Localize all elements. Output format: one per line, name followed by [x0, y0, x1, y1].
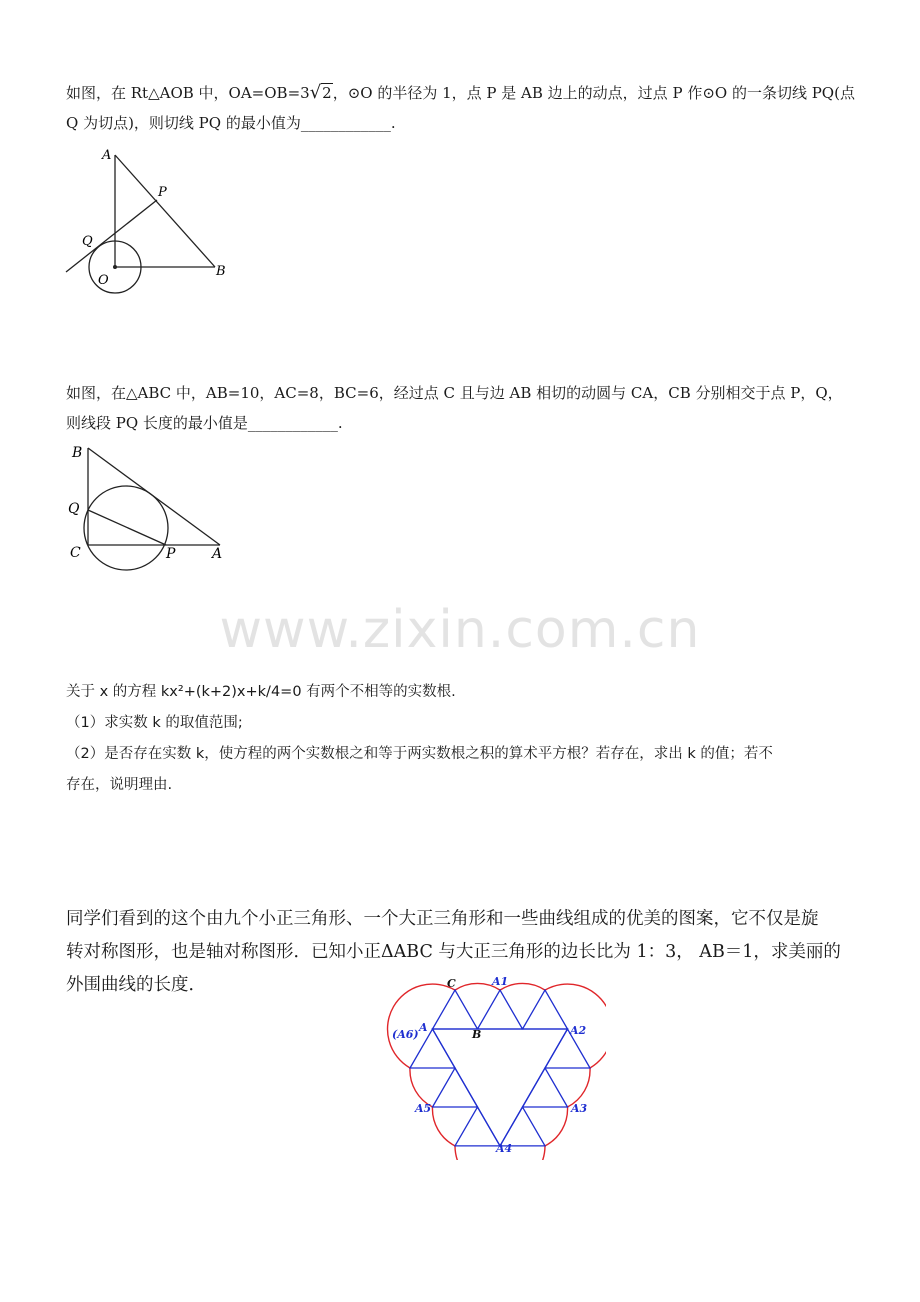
problem-1-text [66, 78, 856, 138]
label-a5: A5 [415, 1102, 432, 1115]
label-a6: (A6) [392, 1028, 419, 1041]
outer-curve [388, 983, 606, 1160]
problem-2-line-2: 则线段 PQ 长度的最小值是____________. [66, 414, 343, 432]
label-a1: A1 [492, 975, 509, 988]
problem-4-line-3: 外围曲线的长度． [66, 975, 206, 995]
label-p: P [166, 546, 176, 562]
label-c: C [447, 977, 456, 990]
tangent-pq [66, 200, 157, 272]
problem-2-figure [62, 440, 232, 580]
problem-2-line-1: 如图，在△ABC 中，AB=10，AC=8，BC=6，经过点 C 且与边 AB 相切的动圆与 CA，CB 分别相交于点 P，Q， [66, 384, 843, 402]
watermark: www.zixin.com.cn [219, 600, 701, 660]
small-triangle [433, 1068, 478, 1107]
label-q: Q [68, 501, 80, 517]
problem-1-line-1: 如图，在 Rt△AOB 中，OA=OB=3√2，⊙O 的半径为 1，点 P 是 AB 边上的动点，过点 P 作⊙O 的一条切线 PQ(点 [66, 78, 856, 108]
problem-1-figure [60, 145, 240, 300]
big-triangle [433, 1029, 568, 1146]
problem-3-line-1: 关于 x 的方程 kx²+(k+2)x+k/4=0 有两个不相等的实数根. [66, 684, 456, 700]
label-b: B [472, 1028, 482, 1041]
label-a2: A2 [570, 1024, 587, 1037]
problem-1-line-2: Q 为切点)，则切线 PQ 的最小值为____________. [66, 114, 396, 132]
label-a4: A4 [496, 1142, 513, 1155]
label-b: B [72, 445, 83, 461]
problem-3-line-2: （1）求实数 k 的取值范围; [66, 715, 243, 731]
problem-2-text [66, 378, 856, 438]
small-triangle [523, 990, 568, 1029]
problem-4-line-2: 转对称图形，也是轴对称图形．已知小正ΔABC 与大正三角形的边长比为 1：3， AB＝1，求美丽的 [66, 942, 841, 962]
small-triangle [523, 1068, 568, 1107]
segment-ab [115, 155, 215, 267]
label-p: P [158, 185, 167, 200]
small-triangle [500, 1107, 545, 1146]
small-triangle [455, 1107, 500, 1146]
outer-curve-path [388, 983, 606, 1160]
problem-4-figure [386, 970, 606, 1160]
problem-3-line-4: 存在，说明理由. [66, 777, 173, 793]
segment-pq [88, 510, 166, 545]
moving-circle [84, 486, 168, 570]
problem-3-text [66, 677, 856, 801]
label-a: A [419, 1021, 428, 1034]
label-a: A [102, 148, 112, 163]
sqrt-symbol: √2 [309, 82, 332, 103]
label-q: Q [82, 234, 93, 249]
small-triangle [478, 990, 523, 1029]
problem-4-line-1: 同学们看到的这个由九个小正三角形、一个大正三角形和一些曲线组成的优美的图案，它不仅是旋 [66, 909, 819, 929]
label-a: A [212, 546, 223, 562]
label-o: O [98, 273, 109, 288]
label-b: B [216, 264, 226, 279]
small-triangle [433, 990, 478, 1029]
center-point [113, 265, 117, 269]
problem-3-line-3: （2）是否存在实数 k，使方程的两个实数根之和等于两实数根之积的算术平方根？若存在，求出 k 的值；若不 [66, 746, 773, 762]
label-c: C [70, 545, 81, 561]
triangle-pattern [410, 990, 590, 1146]
label-a3: A3 [571, 1102, 588, 1115]
